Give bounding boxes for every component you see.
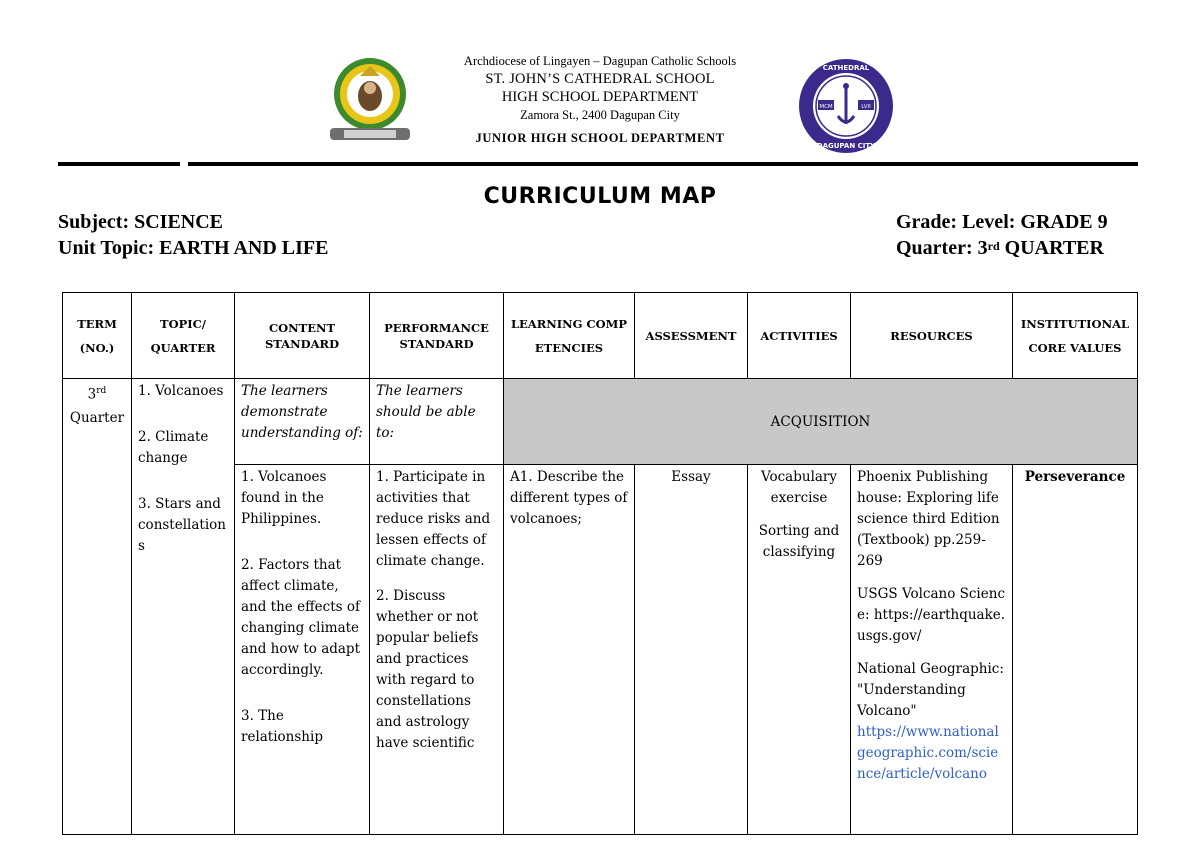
content-item: 1. Volcanoes found in the Philippines. bbox=[241, 469, 327, 527]
term-number: 3rd bbox=[87, 386, 107, 403]
header-activities: ACTIVITIES bbox=[748, 293, 851, 379]
performance-item: 1. Participate in activities that reduce risks and lessen effects of climate change. bbox=[376, 469, 491, 569]
performance-items-cell bbox=[370, 465, 504, 835]
performance-intro: The learners should be able to: bbox=[376, 383, 476, 441]
header-core-values: INSTITUTIONAL CORE VALUES bbox=[1013, 293, 1138, 379]
competency-item: A1. Describe the different types of volcanoes; bbox=[510, 469, 628, 527]
subject-info bbox=[58, 209, 328, 261]
performance-item: 2. Discuss whether or not popular beliefs and practices with regard to constellations and astrology have scientific bbox=[376, 588, 479, 751]
school-name: ST. JOHN’S CATHEDRAL SCHOOL bbox=[485, 71, 715, 87]
topic-item: 2. Climate change bbox=[138, 429, 209, 466]
resource-link[interactable]: https://www.nationalgeographic.com/science/article/volcano bbox=[857, 724, 999, 782]
assessment-cell bbox=[635, 465, 748, 835]
resource-item: National Geographic: "Understanding Volcano" bbox=[857, 661, 1004, 719]
archdiocese-line: Archdiocese of Lingayen – Dagupan Catholic Schools bbox=[463, 54, 737, 68]
quarter-label: Quarter: 3rd QUARTER bbox=[896, 237, 1104, 259]
header-divider-gap bbox=[180, 162, 188, 166]
content-item: 3. The relationship bbox=[241, 708, 323, 745]
topics-cell bbox=[132, 379, 235, 835]
header-content-standard: CONTENT STANDARD bbox=[235, 293, 370, 379]
acquisition-row bbox=[63, 379, 1138, 465]
archdiocese-logo bbox=[324, 54, 416, 146]
header-assessment: ASSESSMENT bbox=[635, 293, 748, 379]
content-items-cell bbox=[235, 465, 370, 835]
activity-item: Vocabulary exercise bbox=[760, 469, 838, 506]
school-header-text bbox=[430, 52, 770, 147]
performance-intro-cell bbox=[370, 379, 504, 465]
acquisition-band: ACQUISITION bbox=[504, 379, 1138, 465]
header-divider bbox=[58, 162, 1138, 166]
document-header bbox=[0, 0, 1200, 170]
resource-item: Phoenix Publishing house: Exploring life science third Edition (Textbook) pp.259-269 bbox=[857, 469, 1000, 569]
svg-text:MCM: MCM bbox=[819, 104, 833, 110]
core-values-cell bbox=[1013, 465, 1138, 835]
term-quarter: Quarter bbox=[69, 409, 125, 426]
header-performance-standard: PERFORMANCE STANDARD bbox=[370, 293, 504, 379]
content-intro-cell bbox=[235, 379, 370, 465]
activities-cell bbox=[748, 465, 851, 835]
jhs-department-line: JUNIOR HIGH SCHOOL DEPARTMENT bbox=[475, 131, 725, 145]
header-term: TERM (NO.) bbox=[63, 293, 132, 379]
svg-text:DAGUPAN CITY: DAGUPAN CITY bbox=[816, 142, 876, 150]
department-line: HIGH SCHOOL DEPARTMENT bbox=[501, 89, 699, 105]
curriculum-table bbox=[62, 292, 1138, 835]
header-learning-competencies: LEARNING COMPETENCIES bbox=[504, 293, 635, 379]
competency-cell bbox=[504, 465, 635, 835]
activity-item: Sorting and classifying bbox=[758, 523, 840, 560]
resources-cell bbox=[851, 465, 1013, 835]
address-line: Zamora St., 2400 Dagupan City bbox=[520, 108, 680, 122]
svg-text:CATHEDRAL: CATHEDRAL bbox=[822, 64, 870, 72]
topic-item: 1. Volcanoes bbox=[138, 383, 224, 399]
resource-item: USGS Volcano Science: https://earthquake.usgs.gov/ bbox=[857, 586, 1006, 644]
header-resources: RESOURCES bbox=[851, 293, 1013, 379]
topic-item: 3. Stars and constellations bbox=[138, 496, 226, 554]
svg-text:LVII: LVII bbox=[861, 104, 871, 110]
assessment-item: Essay bbox=[671, 469, 711, 485]
term-cell bbox=[63, 379, 132, 835]
grade-info bbox=[896, 209, 1108, 261]
header-topic: TOPIC/ QUARTER bbox=[132, 293, 235, 379]
core-value: Perseverance bbox=[1024, 469, 1126, 485]
content-item: 2. Factors that affect climate, and the effects of changing climate and how to adapt accordingly. bbox=[241, 557, 360, 678]
page-title: CURRICULUM MAP bbox=[483, 184, 717, 209]
school-seal bbox=[796, 56, 896, 156]
unit-topic-label: Unit Topic: EARTH AND LIFE bbox=[58, 237, 329, 259]
grade-label: Grade: Level: GRADE 9 bbox=[896, 211, 1108, 233]
content-intro: The learners demonstrate understanding of: bbox=[241, 383, 363, 441]
header-row bbox=[63, 293, 1138, 379]
subject-label: Subject: SCIENCE bbox=[58, 211, 224, 233]
